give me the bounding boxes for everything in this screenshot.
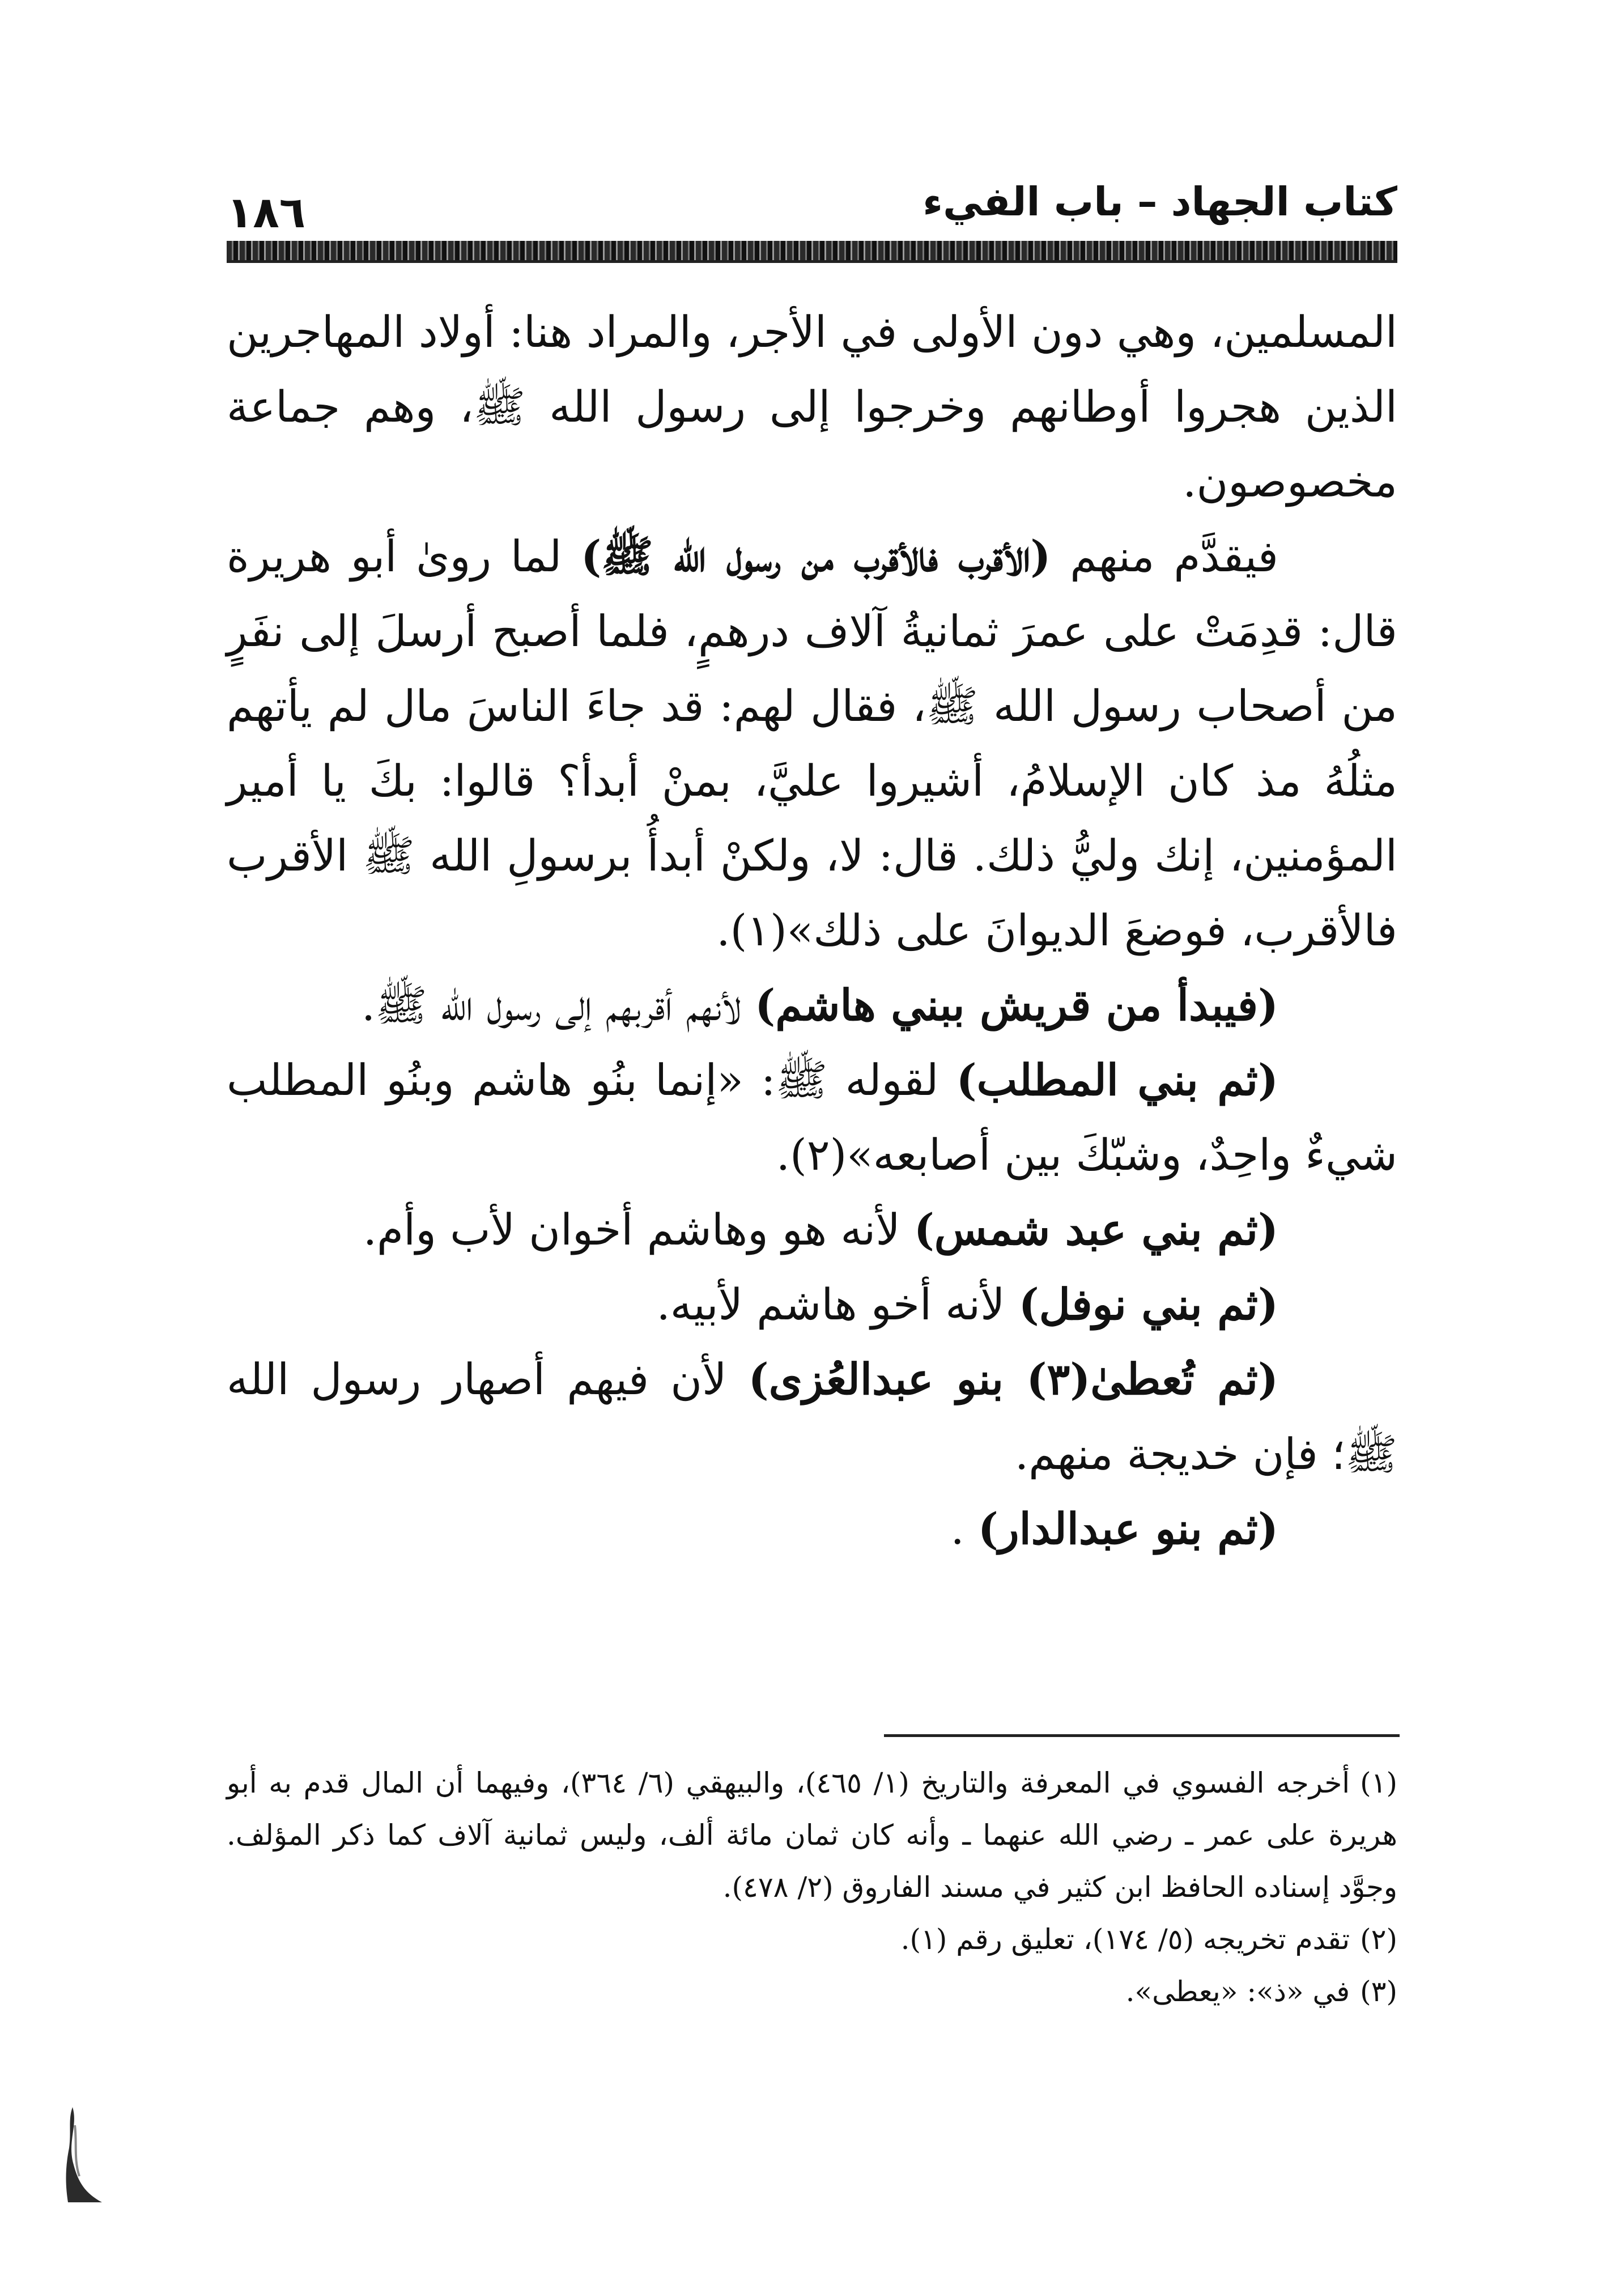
paragraph-3-heading: (فيبدأ من قريش ببني هاشم) [755,980,1278,1030]
footnote-1 [227,1757,1397,1913]
footnote-text: تقدم تخريجه (٥/ ١٧٤)، تعليق رقم (١). [900,1923,1350,1956]
thumb-tab-mark [62,2103,108,2205]
paragraph-2-heading: (الأقرب فالأقرب من رسول الله ﷺ) [581,531,1051,581]
paragraph-2-text: لما روىٰ أبو هريرة قال: قدِمَتْ على عمرَ ثمانيةُ آلاف درهمٍ، فلما أصبح أرسلَ إلى نفَرٍ من أصحاب رسول الله ﷺ، فقال لهم: قد جاءَ الناسَ مال لم يأتهم مثلُهُ مذ كان الإسلامُ، أشيروا عليَّ، بمنْ أبدأ؟ قالوا: بكَ يا أمير المؤمنين، إنك وليُّ ذلك. قال: لا، ولكنْ أبدأُ برسولِ الله ﷺ الأقرب فالأقرب، فوضعَ الديوانَ على ذلك»(١). [227,531,1397,956]
paragraph-3-text: لأنهم أقربهم إلى رسول الله ﷺ. [362,980,742,1030]
paragraph-6-heading: (ثم بني نوفل) [1018,1279,1278,1330]
page-number: ١٨٦ [227,187,306,237]
footnotes [227,1757,1397,2018]
paragraph-7-heading: (ثم تُعطىٰ(٣) بنو عبدالعُزى) [748,1354,1278,1404]
paragraph-3 [227,968,1397,1043]
footnote-text: في «ذ»: «يعطى». [1125,1975,1350,2008]
footnote-3 [227,1965,1397,2018]
paragraph-7 [227,1342,1397,1492]
paragraph-7-text: لأن فيهم أصهار رسول الله ﷺ؛ فإن خديجة منهم. [227,1354,1397,1479]
footnote-separator [884,1734,1400,1737]
footnote-number: (١) [1360,1767,1398,1799]
main-text [227,295,1397,1566]
paragraph-5-text: لأنه هو وهاشم أخوان لأب وأم. [363,1204,900,1255]
footnote-2 [227,1913,1397,1965]
paragraph-6-text: لأنه أخو هاشم لأبيه. [656,1279,1005,1330]
paragraph-5 [227,1192,1397,1267]
paragraph-6 [227,1267,1397,1342]
paragraph-4-heading: (ثم بني المطلب) [956,1055,1279,1105]
header-rule [227,241,1397,260]
footnote-text: أخرجه الفسوي في المعرفة والتاريخ (١/ ٤٦٥)، والبيهقي (٦/ ٣٦٤)، وفيهما أن المال قدم به أبو هريرة على عمر ـ رضي الله عنهما ـ وأنه كان ثمان مائة ألف، وليس ثمانية آلاف كما ذكر المؤلف. وجوَّد إسناده الحافظ ابن كثير في مسند الفاروق (٢/ ٤٧٨). [227,1767,1397,1904]
footnote-number: (٣) [1360,1975,1397,2008]
paragraph-5-heading: (ثم بني عبد شمس) [913,1204,1278,1255]
paragraph-8-heading: (ثم بنو عبدالدار) [977,1504,1278,1554]
paragraph-4-text: لقوله ﷺ: «إنما بنُو هاشم وبنُو المطلب شيءٌ واحِدٌ، وشبّكَ بين أصابعه»(٢). [227,1055,1397,1180]
paragraph-8 [227,1492,1397,1566]
paragraph-2-lead: فيقدَّم منهم [1070,531,1278,581]
footnote-number: (٢) [1360,1923,1397,1956]
paragraph-8-text: . [950,1504,964,1554]
page-header [227,153,1397,244]
paragraph-4 [227,1043,1397,1192]
paragraph-1: المسلمين، وهي دون الأولى في الأجر، والمراد هنا: أولاد المهاجرين الذين هجروا أوطانهم وخرجوا إلى رسول الله ﷺ، وهم جماعة مخصوصون. [227,307,1397,507]
paragraph-2 [227,519,1397,968]
running-title: كتاب الجهاد – باب الفيء [922,179,1397,225]
